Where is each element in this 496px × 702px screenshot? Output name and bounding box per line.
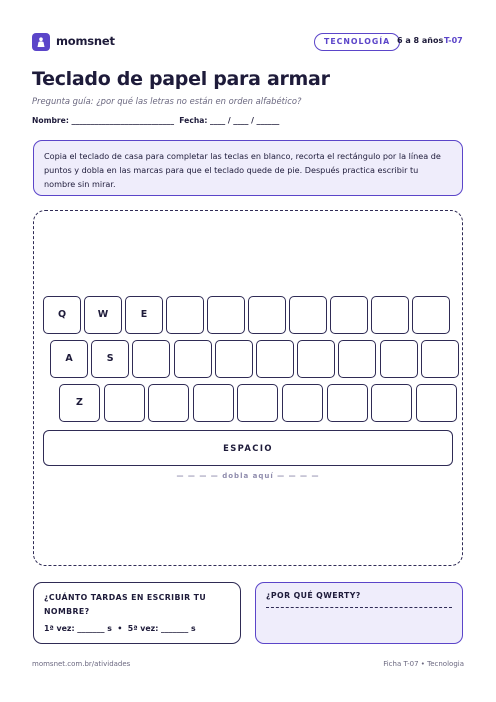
blank-key: [327, 384, 368, 422]
blank-key: [132, 340, 170, 378]
timing-fields: 1ª vez: _______ s • 5ª vez: _______ s: [44, 624, 196, 633]
brand-name: momsnet: [56, 34, 115, 48]
fold-line-label: — — — — dobla aquí — — — —: [176, 472, 320, 480]
blank-key: [282, 384, 323, 422]
blank-key: [104, 384, 145, 422]
brand-logo-icon: [32, 33, 50, 51]
page-title: Teclado de papel para armar: [32, 68, 330, 90]
category-badge: TECNOLOGÍA: [314, 33, 400, 51]
key-w: W: [84, 296, 122, 334]
blank-key: [338, 340, 376, 378]
timing-box: [33, 582, 241, 644]
blank-key: [193, 384, 234, 422]
age-range: 6 a 8 años: [397, 36, 444, 45]
blank-key: [297, 340, 335, 378]
blank-key: [166, 296, 204, 334]
instructions-box: Copia el teclado de casa para completar las teclas en blanco, recorta el rectángulo por la línea de puntos y dobla en las marcas para que el teclado quede de pie. Después practica escribir tu nombre sin mirar.: [33, 140, 463, 196]
blank-key: [412, 296, 450, 334]
blank-key: [207, 296, 245, 334]
blank-key: [416, 384, 457, 422]
space-key: ESPACIO: [43, 430, 453, 466]
qwerty-question: ¿POR QUÉ QWERTY?: [266, 591, 361, 600]
guide-question: Pregunta guía: ¿por qué las letras no están en orden alfabético?: [32, 96, 302, 106]
blank-key: [371, 296, 409, 334]
blank-key: [237, 384, 278, 422]
key-z: Z: [59, 384, 100, 422]
blank-key: [148, 384, 189, 422]
footer-url: momsnet.com.br/atividades: [32, 660, 131, 668]
key-q: Q: [43, 296, 81, 334]
answer-line: [266, 607, 452, 608]
blank-key: [330, 296, 368, 334]
blank-key: [248, 296, 286, 334]
qwerty-box: [255, 582, 463, 644]
header: [32, 32, 464, 52]
blank-key: [174, 340, 212, 378]
blank-key: [371, 384, 412, 422]
blank-key: [421, 340, 459, 378]
blank-key: [289, 296, 327, 334]
name-date-line: Nombre: ___________________________ Fecha: ____ / ____ / ______: [32, 116, 280, 125]
footer-sheet-info: Ficha T-07 • Tecnologia: [383, 660, 464, 668]
key-s: S: [91, 340, 129, 378]
timing-question: ¿CUÁNTO TARDAS EN ESCRIBIR TU NOMBRE?: [44, 593, 207, 616]
blank-key: [380, 340, 418, 378]
key-a: A: [50, 340, 88, 378]
blank-key: [215, 340, 253, 378]
blank-key: [256, 340, 294, 378]
sheet-code: T-07: [444, 36, 463, 45]
key-e: E: [125, 296, 163, 334]
